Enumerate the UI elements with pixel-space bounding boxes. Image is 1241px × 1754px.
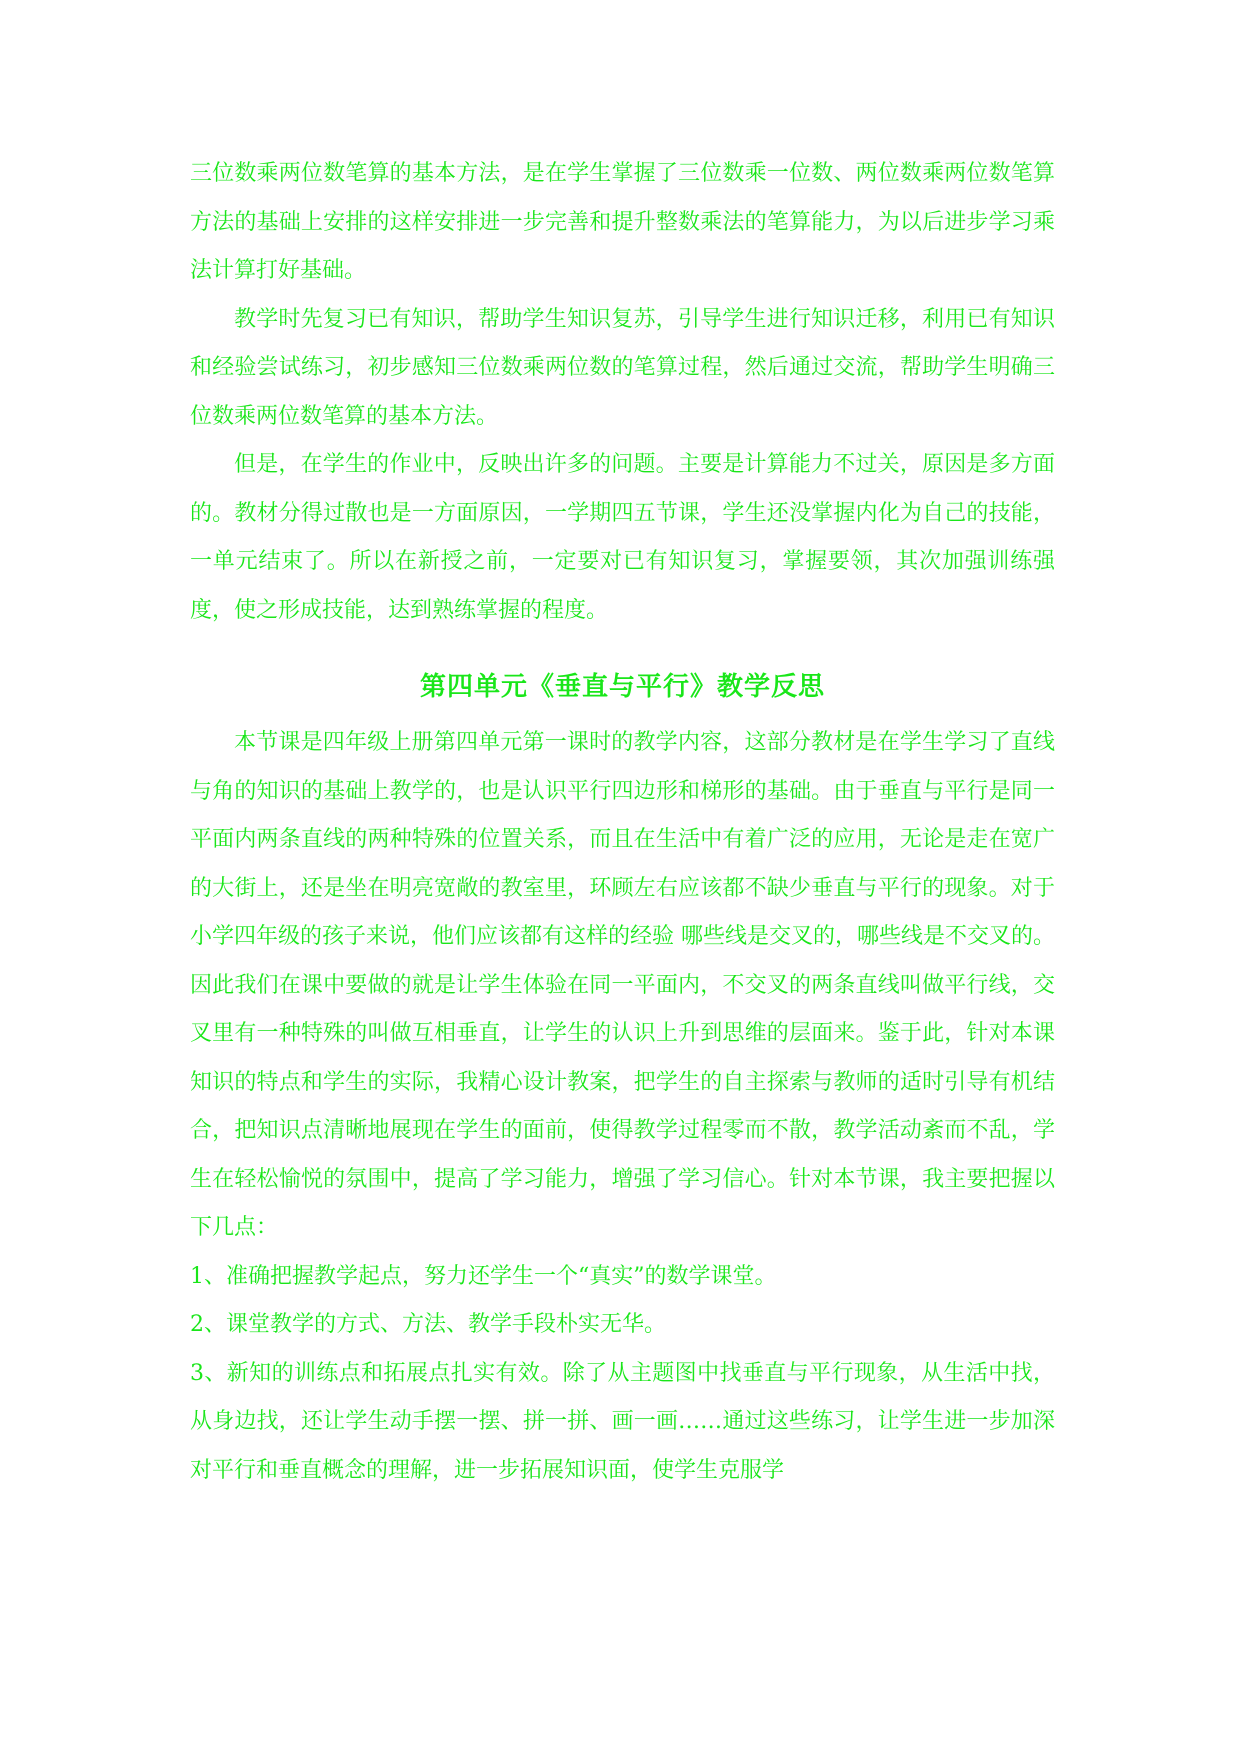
intro-paragraph-3: 但是，在学生的作业中，反映出许多的问题。主要是计算能力不过关，原因是多方面的。教材分得过散也是一方面原因，一学期四五节课，学生还没掌握内化为自己的技能，一单元结束了。所以在新授之前，一定要对已有知识复习，掌握要领，其次加强训练强度，使之形成技能，达到熟练掌握的程度。 — [190, 452, 1055, 623]
section-paragraph: 本节课是四年级上册第四单元第一课时的教学内容，这部分教材是在学生学习了直线与角的知识的基础上教学的，也是认识平行四边形和梯形的基础。由于垂直与平行是同一平面内两条直线的两种特殊的位置关系，而且在生活中有着广泛的应用，无论是走在宽广的大街上，还是坐在明亮宽敞的教室里，环顾左右应该都不缺少垂直与平行的现象。对于小学四年级的孩子来说，他们应该都有这样的经验 哪些线是交叉的，哪些线是不交叉的。因此我们在课中要做的就是让学生体验在同一平面内，不交叉的两条直线叫做平行线，交叉里有一种特殊的叫做互相垂直，让学生的认识上升到思维的层面来。鉴于此，针对本课知识的特点和学生的实际，我精心设计教案，把学生的自主探索与教师的适时引导有机结合，把知识点清晰地展现在学生的面前，使得教学过程零而不散，教学活动紊而不乱，学生在轻松愉悦的氛围中，提高了学习能力，增强了学习信心。针对本节课，我主要把握以下几点： — [190, 730, 1055, 1240]
list-item-2: 2、课堂教学的方式、方法、教学手段朴实无华。 — [190, 1312, 666, 1337]
document-page — [190, 150, 1055, 1495]
list-item-1: 1、准确把握教学起点，努力还学生一个“真实”的数学课堂。 — [190, 1263, 777, 1289]
intro-paragraph-1: 三位数乘两位数笔算的基本方法，是在学生掌握了三位数乘一位数、两位数乘两位数笔算方法的基础上安排的这样安排进一步完善和提升整数乘法的笔算能力，为以后进步学习乘法计算打好基础。 — [190, 161, 1055, 283]
intro-paragraph-2: 教学时先复习已有知识，帮助学生知识复苏，引导学生进行知识迁移，利用已有知识和经验尝试练习，初步感知三位数乘两位数的笔算过程，然后通过交流，帮助学生明确三位数乘两位数笔算的基本方法。 — [190, 306, 1055, 429]
section-title: 第四单元《垂直与平行》教学反思 — [419, 672, 825, 702]
list-item-3: 3、新知的训练点和拓展点扎实有效。除了从主题图中找垂直与平行现象，从生活中找，从身边找，还让学生动手摆一摆、拼一拼、画一画……通过这些练习，让学生进一步加深对平行和垂直概念的理解，进一步拓展知识面，使学生克服学 — [190, 1360, 1055, 1483]
